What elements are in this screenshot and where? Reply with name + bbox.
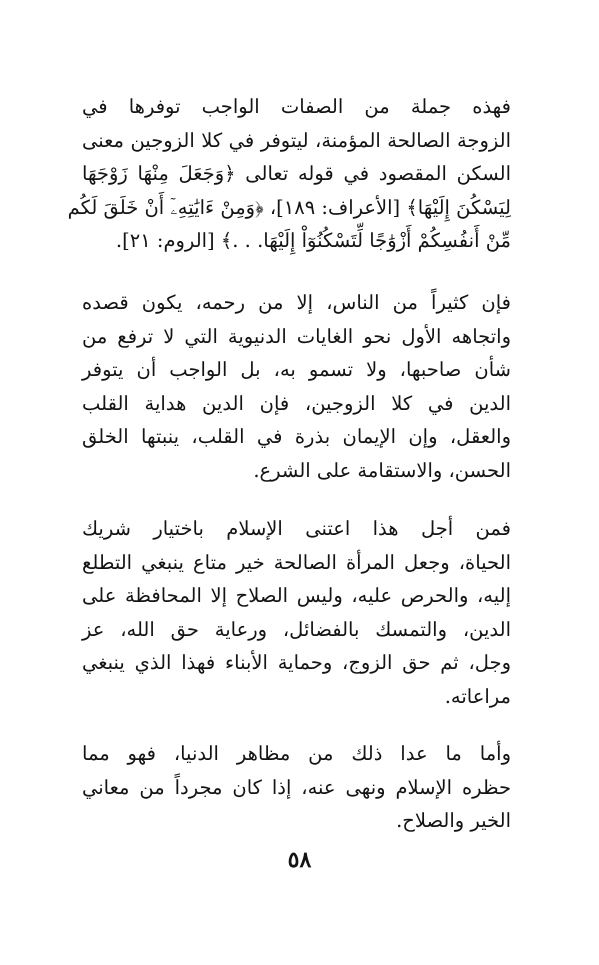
paragraph-1	[67, 90, 511, 258]
paragraph-line: شأن صاحبها، ولا تسمو به، بل الواجب أن يتوفر	[82, 358, 511, 381]
paragraph-line: إليه، والحرص عليه، وليس الصلاح إلا المحافظة على	[82, 584, 511, 607]
paragraph-line: الزوجة الصالحة المؤمنة، ليتوفر في كلا الزوجين معنى	[82, 128, 511, 152]
paragraph-line: الدين، والتمسك بالفضائل، ورعاية حق الله، عز	[82, 617, 511, 641]
paragraph-line: وجل، ثم حق الزوج، وحماية الأبناء فهذا الذي ينبغي	[82, 651, 511, 674]
paragraph-line: لِيَسْكُنَ إِلَيْهَا﴾ [الأعراف: ١٨٩]، ﴿وَمِنْ ءَايَٰتِهِۦٓ أَنْ خَلَقَ لَكُم	[67, 195, 511, 219]
paragraph-line: وأما ما عدا ذلك من مظاهر الدنيا، فهو مما	[82, 742, 511, 765]
paragraph-line: الحياة، وجعل المرأة الصالحة خير متاع ينبغي التطلع	[82, 550, 511, 574]
paragraph-line: واتجاهه الأول نحو الغايات الدنيوية التي لا ترفع من	[82, 324, 511, 348]
paragraph-line: الخير والصلاح.	[396, 809, 511, 832]
paragraph-line: السكن المقصود في قوله تعالى ﴿وَجَعَلَ مِنْهَا زَوْجَهَا	[82, 162, 511, 185]
paragraph-line: فهذه جملة من الصفات الواجب توفرها في	[82, 95, 511, 118]
paragraph-line: الحسن، والاستقامة على الشرع.	[253, 458, 511, 482]
paragraph-line: حظره الإسلام ونهى عنه، إذا كان مجرداً من معاني	[82, 775, 511, 799]
paragraph-line: فإن كثيراً من الناس، إلا من رحمه، يكون قصده	[82, 291, 511, 314]
paragraph-4	[82, 737, 511, 838]
paragraph-3	[82, 512, 511, 713]
paragraph-line: والعقل، وإن الإيمان بذرة في القلب، ينبتها الخلق	[82, 425, 511, 448]
paragraph-line: مِّنْ أَنفُسِكُمْ أَزْوَٰجًا لِّتَسْكُنُوٓاْ إِلَيْهَا. . .﴾ [الروم: ٢١].	[115, 229, 511, 252]
paragraph-line: مراعاته.	[444, 684, 511, 708]
paragraph-2	[82, 286, 511, 487]
page-number: ٥٨	[287, 847, 312, 873]
paragraph-line: فمن أجل هذا اعتنى الإسلام باختيار شريك	[82, 517, 511, 540]
paragraph-line: الدين في كلا الزوجين، فإن الدين هداية القلب	[82, 391, 511, 415]
